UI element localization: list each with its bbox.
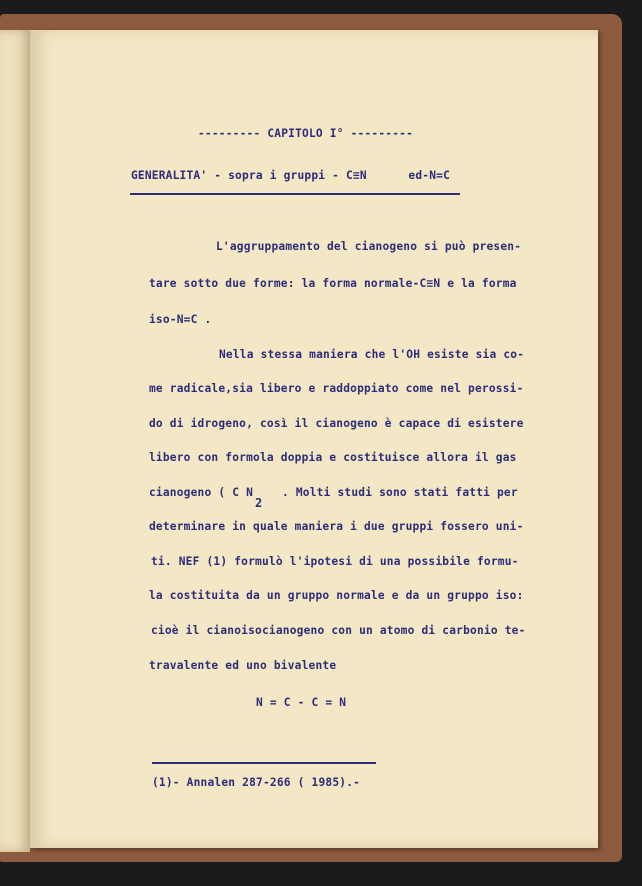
body-line: iso-N=C .	[149, 313, 212, 326]
body-line: . Molti studi sono stati fatti per	[282, 486, 518, 499]
body-line: tare sotto due forme: la forma normale-C≡N e la forma	[149, 277, 517, 290]
formula: N = C - C = N	[256, 696, 347, 709]
body-line: ti. NEF (1) formulò l'ipotesi di una possibile formu-	[151, 555, 519, 568]
subscript-two: 2	[255, 496, 263, 510]
body-line: la costituita da un gruppo normale e da un gruppo iso:	[149, 589, 524, 602]
body-line: cianogeno ( C N	[149, 486, 254, 499]
body-line: libero con formola doppia e costituisce allora il gas	[149, 451, 517, 464]
body-line: me radicale,sia libero e raddoppiato come nel perossi-	[149, 382, 524, 395]
chapter-heading: --------- CAPITOLO I° ---------	[198, 127, 413, 140]
body-line: L'aggruppamento del cianogeno si può presen-	[216, 240, 522, 253]
body-line: do di idrogeno, così il cianogeno è capace di esistere	[149, 417, 524, 430]
body-line: determinare in quale maniera i due gruppi fossero uni-	[149, 520, 524, 533]
previous-page-edge	[0, 30, 30, 852]
footnote: (1)- Annalen 287-266 ( 1985).-	[152, 776, 361, 789]
section-underline	[130, 193, 460, 195]
typewritten-page	[30, 30, 598, 848]
section-heading: GENERALITA' - sopra i gruppi - C≡N ed-N=C	[131, 169, 451, 182]
footnote-separator	[152, 762, 376, 764]
body-line: cioè il cianoisocianogeno con un atomo di carbonio te-	[151, 624, 526, 637]
body-line: travalente ed uno bivalente	[149, 659, 337, 672]
body-line: Nella stessa maniera che l'OH esiste sia co-	[219, 348, 525, 361]
